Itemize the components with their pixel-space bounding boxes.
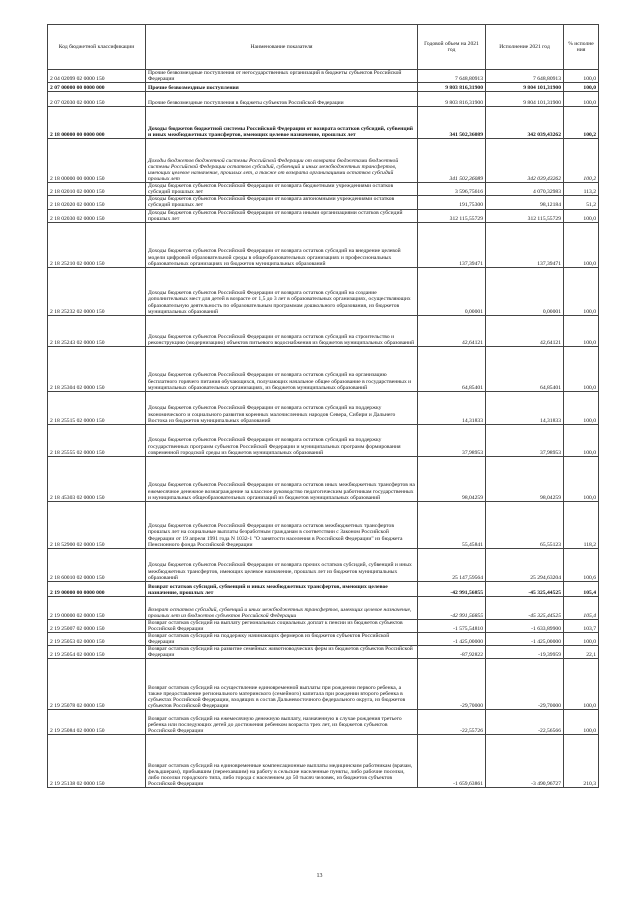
row-code: 2 18 25210 02 0000 150 [48, 222, 146, 267]
row-code: 2 19 25138 02 0000 150 [48, 735, 146, 788]
row-exec: -1 425,00000 [486, 632, 564, 645]
row-plan: -22,55726 [418, 710, 486, 735]
row-name: Возврат остатков субсидий на единовременные компенсационные выплаты медицинским работникам (врачам, фельдшерам), прибывшим (переехавшим) на работу в сельские населенные пункты, либо рабочие поселки, либо поселки городского типа, либо города с населением до 50 тысяч человек, из бюджетов субъектов Российской Федерации [146, 735, 418, 788]
row-pct: 100,0 [564, 391, 599, 424]
row-pct: 100,0 [564, 659, 599, 710]
row-name: Доходы бюджетов субъектов Российской Федерации от возврата остатков иных межбюджетных трансфертов на ежемесячное денежное вознаграждение за классное руководство педагогическим работникам государственных и муниципальных общеобразовательных организаций из бюджетов муниципальных образований [146, 456, 418, 501]
row-code: 2 19 25054 02 0000 150 [48, 646, 146, 659]
table-row [48, 619, 599, 632]
row-name: Доходы бюджетов субъектов Российской Федерации от возврата автономными учреждениями остатков субсидий прошлых лет [146, 196, 418, 209]
header-pct: % исполне ния [564, 25, 599, 70]
table-row [48, 107, 599, 139]
table-row [48, 346, 599, 391]
row-plan: -1 659,63861 [418, 735, 486, 788]
row-name: Доходы бюджетов субъектов Российской Федерации от возврата остатков межбюджетных трансфертов прошлых лет на социальные выплаты безработным гражданам в соответствии с Законом Российской Федерации от 19 апреля 1991 года N 1032-1 "О занятости населения в Российской Федерации" из бюджета Пенсионного фонда Российской Федерации [146, 501, 418, 548]
table-row [48, 501, 599, 548]
row-pct: 100,0 [564, 267, 599, 315]
table-row [48, 83, 599, 92]
row-exec: -22,56566 [486, 710, 564, 735]
row-code: 2 19 25007 02 0000 150 [48, 619, 146, 632]
row-plan: 9 803 816,31900 [418, 83, 486, 92]
row-exec: -1 633,89900 [486, 619, 564, 632]
row-name: Доходы бюджетов субъектов Российской Федерации от возврата остатков субсидий на поддержку экономического и социального развития коренных малочисленных народов Севера, Сибири и Дальнего Востока из бюджетов муниципальных образований [146, 391, 418, 424]
row-plan: 55,45841 [418, 501, 486, 548]
row-pct: 100,0 [564, 209, 599, 222]
page-number: 13 [316, 873, 323, 879]
budget-table [47, 24, 599, 788]
row-pct: 51,2 [564, 196, 599, 209]
row-code: 2 18 25555 02 0000 150 [48, 424, 146, 456]
row-exec: 14,31833 [486, 391, 564, 424]
row-code: 2 18 02010 02 0000 150 [48, 183, 146, 196]
table-body [48, 70, 599, 788]
row-exec: 98,12184 [486, 196, 564, 209]
row-plan: 341 502,36089 [418, 139, 486, 183]
row-plan: 25 147,59564 [418, 548, 486, 581]
row-name: Возврат остатков субсидий на выплату региональных социальных доплат к пенсии из бюджетов субъектов Российской Федерации [146, 619, 418, 632]
row-plan: -42 991,56855 [418, 581, 486, 596]
row-name: Доходы бюджетов субъектов Российской Федерации от возврата бюджетными учреждениями остатков субсидий прошлых лет [146, 183, 418, 196]
row-pct: 100,0 [564, 346, 599, 391]
row-plan: 14,31833 [418, 391, 486, 424]
row-pct: 105,4 [564, 596, 599, 619]
row-plan: -42 991,56855 [418, 596, 486, 619]
row-name: Доходы бюджетов субъектов Российской Федерации от возврата прочих остатков субсидий, субвенций и иных межбюджетных трансфертов, имеющих целевое назначение, прошлых лет из бюджетов муниципальных образований [146, 548, 418, 581]
table-row [48, 659, 599, 710]
row-plan: -87,92822 [418, 646, 486, 659]
row-exec: 9 804 101,31900 [486, 92, 564, 107]
row-plan: 312 115,55729 [418, 209, 486, 222]
row-exec: -3 490,96727 [486, 735, 564, 788]
row-name: Доходы бюджетов субъектов Российской Федерации от возврата иными организациями остатков субсидий прошлых лет [146, 209, 418, 222]
table-row [48, 581, 599, 596]
row-code: 2 18 60010 02 0000 150 [48, 548, 146, 581]
row-pct: 22,1 [564, 646, 599, 659]
table-row [48, 92, 599, 107]
row-pct: 100,6 [564, 548, 599, 581]
row-code: 2 18 25304 02 0000 150 [48, 346, 146, 391]
table-row [48, 424, 599, 456]
table-row [48, 70, 599, 83]
row-code: 2 07 00000 00 0000 000 [48, 83, 146, 92]
row-pct: 118,2 [564, 501, 599, 548]
row-plan: 137,39471 [418, 222, 486, 267]
row-name: Возврат остатков субсидий на развитие семейных животноводческих ферм из бюджетов субъектов Российской Федерации [146, 646, 418, 659]
row-pct: 100,0 [564, 92, 599, 107]
row-name: Доходы бюджетов бюджетной системы Российской Федерации от возврата бюджетами бюджетной системы Российской Федерации остатков субсидий, субвенций и иных межбюджетных трансфертов, имеющих целевое назначение, прошлых лет, а также от возврата организациями остатков субсидий прошлых лет [146, 139, 418, 183]
table-row [48, 646, 599, 659]
row-exec: 137,39471 [486, 222, 564, 267]
row-plan: 341 502,36089 [418, 107, 486, 139]
table-row [48, 196, 599, 209]
table-row [48, 209, 599, 222]
row-pct: 103,7 [564, 619, 599, 632]
table-row [48, 632, 599, 645]
header-code: Код бюджетной классификации [48, 25, 146, 70]
row-code: 2 07 02030 02 0000 150 [48, 92, 146, 107]
row-pct: 100,0 [564, 70, 599, 83]
table-row [48, 183, 599, 196]
row-code: 2 19 00000 00 0000 000 [48, 581, 146, 596]
row-name: Прочие безвозмездные поступления в бюджеты субъектов Российской Федерации [146, 92, 418, 107]
row-name: Доходы бюджетов субъектов Российской Федерации от возврата остатков субсидий на строительство и реконструкцию (модернизацию) объектов питьевого водоснабжения из бюджетов муниципальных образований [146, 315, 418, 346]
row-pct: 113,2 [564, 183, 599, 196]
row-plan: 98,04259 [418, 456, 486, 501]
row-code: 2 18 02020 02 0000 150 [48, 196, 146, 209]
row-exec: 4 070,32983 [486, 183, 564, 196]
row-pct: 100,0 [564, 424, 599, 456]
row-code: 2 18 02030 02 0000 150 [48, 209, 146, 222]
header-exec: Исполнение 2021 год [486, 25, 564, 70]
row-code: 2 18 00000 00 0000 150 [48, 139, 146, 183]
row-exec: 0,00001 [486, 267, 564, 315]
row-exec: 9 804 101,31900 [486, 83, 564, 92]
row-plan: 3 596,75616 [418, 183, 486, 196]
row-plan: -1 425,00000 [418, 632, 486, 645]
table-row [48, 710, 599, 735]
row-pct: 100,0 [564, 632, 599, 645]
row-exec: 25 294,63204 [486, 548, 564, 581]
row-code: 2 18 25232 02 0000 150 [48, 267, 146, 315]
table-row [48, 315, 599, 346]
row-plan: -29,70000 [418, 659, 486, 710]
row-exec: 342 039,43262 [486, 139, 564, 183]
row-plan: 0,00001 [418, 267, 486, 315]
row-pct: 100,2 [564, 107, 599, 139]
row-exec: 312 115,55729 [486, 209, 564, 222]
table-row [48, 548, 599, 581]
row-pct: 100,2 [564, 139, 599, 183]
table-row [48, 735, 599, 788]
row-pct: 100,0 [564, 456, 599, 501]
row-code: 2 18 52900 02 0000 150 [48, 501, 146, 548]
row-pct: 100,0 [564, 710, 599, 735]
row-name: Возврат остатков субсидий на осуществление единовременной выплаты при рождении первого ребенка, а также предоставление регионального материнского (семейного) капитала при рождении второго ребенка в субъектах Российской Федерации, входящих в состав Дальневосточного федерального округа, из бюджетов субъектов Российской Федерации [146, 659, 418, 710]
row-name: Доходы бюджетов субъектов Российской Федерации от возврата остатков субсидий на организацию бесплатного горячего питания обучающихся, получающих начальное общее образование в государственных и муниципальных образовательных организациях, из бюджетов муниципальных образований [146, 346, 418, 391]
row-code: 2 19 25078 02 0000 150 [48, 659, 146, 710]
row-plan: 191,75300 [418, 196, 486, 209]
row-exec: 342 039,43262 [486, 107, 564, 139]
row-plan: 7 648,80913 [418, 70, 486, 83]
row-exec: 98,04259 [486, 456, 564, 501]
row-code: 2 18 25243 02 0000 150 [48, 315, 146, 346]
row-name: Доходы бюджетов субъектов Российской Федерации от возврата остатков субсидий на поддержку государственных программ субъектов Российской Федерации и муниципальных программ формирования современной городской среды из бюджетов муниципальных образований [146, 424, 418, 456]
row-exec: -45 325,44525 [486, 596, 564, 619]
row-plan: 42,64121 [418, 315, 486, 346]
row-pct: 100,0 [564, 315, 599, 346]
row-name: Прочие безвозмездные поступления [146, 83, 418, 92]
table-row [48, 596, 599, 619]
row-code: 2 19 25084 02 0000 150 [48, 710, 146, 735]
row-code: 2 04 02099 02 0000 150 [48, 70, 146, 83]
row-name: Возврат остатков субсидий на поддержку начинающих фермеров из бюджетов субъектов Российской Федерации [146, 632, 418, 645]
row-name: Доходы бюджетов бюджетной системы Российской Федерации от возврата остатков субсидий, субвенций и иных межбюджетных трансфертов, имеющих целевое назначение, прошлых лет [146, 107, 418, 139]
row-exec: -19,39959 [486, 646, 564, 659]
table-row [48, 139, 599, 183]
row-plan: 9 803 816,31900 [418, 92, 486, 107]
row-pct: 105,4 [564, 581, 599, 596]
header-plan: Годовой объем на 2021 год [418, 25, 486, 70]
row-name: Прочие безвозмездные поступления от негосударственных организаций в бюджеты субъектов Российской Федерации [146, 70, 418, 83]
row-name: Возврат остатков субсидий, субвенций и иных межбюджетных трансфертов, имеющих целевое назначение, прошлых лет [146, 581, 418, 596]
row-name: Доходы бюджетов субъектов Российской Федерации от возврата остатков субсидий на внедрение целевой модели цифровой образовательной среды в общеобразовательных организациях и профессиональных образовательных организациях из бюджетов муниципальных образований [146, 222, 418, 267]
row-name: Доходы бюджетов субъектов Российской Федерации от возврата остатков субсидий на создание дополнительных мест для детей в возрасте от 1,5 до 3 лет в образовательных организациях, осуществляющих образовательную деятельность по образовательным программам дошкольного образования, из бюджетов муниципальных образований [146, 267, 418, 315]
row-pct: 100,0 [564, 222, 599, 267]
row-pct: 210,3 [564, 735, 599, 788]
row-code: 2 19 25053 02 0000 150 [48, 632, 146, 645]
row-code: 2 19 00000 02 0000 150 [48, 596, 146, 619]
row-plan: -1 575,54810 [418, 619, 486, 632]
table-header-row [48, 25, 599, 70]
row-exec: 37,98953 [486, 424, 564, 456]
row-code: 2 18 00000 00 0000 000 [48, 107, 146, 139]
row-code: 2 18 45303 02 0000 150 [48, 456, 146, 501]
table-row [48, 391, 599, 424]
table-row [48, 267, 599, 315]
row-exec: 64,85401 [486, 346, 564, 391]
row-plan: 64,85401 [418, 346, 486, 391]
header-name: Наименование показателя [146, 25, 418, 70]
row-exec: 42,64121 [486, 315, 564, 346]
table-row [48, 456, 599, 501]
row-exec: 7 648,80913 [486, 70, 564, 83]
table-row [48, 222, 599, 267]
row-pct: 100,0 [564, 83, 599, 92]
row-exec: -29,70000 [486, 659, 564, 710]
row-code: 2 18 25515 02 0000 150 [48, 391, 146, 424]
row-exec: 65,55123 [486, 501, 564, 548]
row-plan: 37,98953 [418, 424, 486, 456]
row-name: Возврат остатков субсидий, субвенций и иных межбюджетных трансфертов, имеющих целевое назначение, прошлых лет из бюджетов субъектов Российской Федерации [146, 596, 418, 619]
row-name: Возврат остатков субсидий на ежемесячную денежную выплату, назначенную в случае рождения третьего ребенка или последующих детей до достижения ребенком возраста трех лет, из бюджетов субъектов Российской Федерации [146, 710, 418, 735]
row-exec: -45 325,44525 [486, 581, 564, 596]
